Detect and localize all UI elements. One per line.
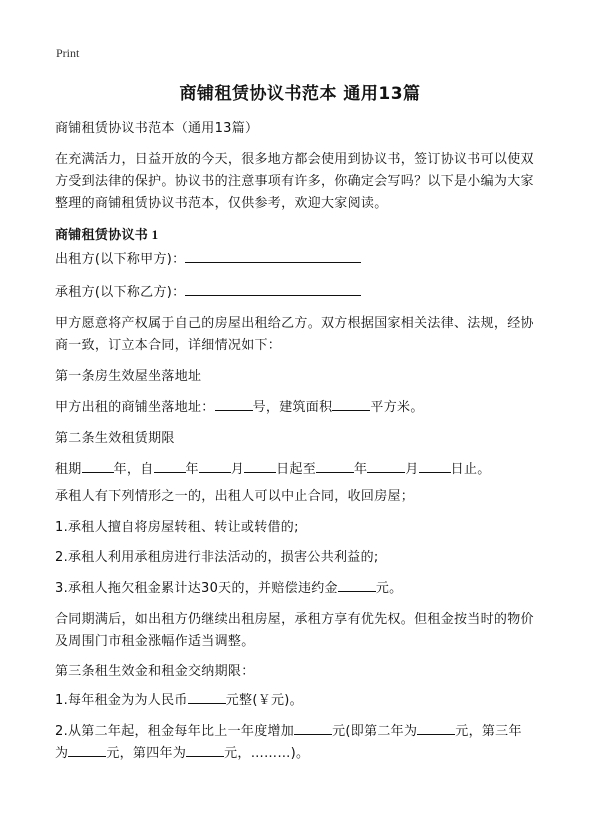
condition-3-text: 3.承租人拖欠租金累计达30天的，并赔偿违约金 bbox=[55, 581, 338, 596]
condition-2: 2.承租人利用承租房进行非法活动的，损害公共利益的; bbox=[55, 550, 379, 565]
intro-line-2: 方受到法律的保护。协议书的注意事项有许多，你确定会写吗？以下是小编为大家 bbox=[55, 174, 534, 189]
section-heading-1: 商铺租赁协议书 1 bbox=[55, 227, 159, 242]
start-month-label: 月 bbox=[230, 462, 245, 477]
area-blank bbox=[332, 397, 370, 411]
rent-item-2 bbox=[55, 721, 555, 743]
article-3: 第三条租生效金和租金交纳期限： bbox=[55, 664, 255, 679]
print-link[interactable]: Print bbox=[56, 46, 80, 60]
end-month-blank bbox=[367, 459, 405, 473]
start-day-blank bbox=[244, 459, 276, 473]
address-area-label: 号，建筑面积 bbox=[252, 400, 333, 415]
lessor-blank bbox=[185, 249, 361, 263]
renew-line-2: 及周围门市租金涨幅作适当调整。 bbox=[55, 634, 255, 649]
doc-subtitle: 商铺租赁协议书范本（通用13篇） bbox=[55, 121, 259, 136]
condition-1: 1.承租人擅自将房屋转租、转让或转借的; bbox=[55, 520, 299, 535]
rent-1-label: 1.每年租金为为人民币 bbox=[55, 693, 188, 708]
cancel-conditions: 承租人有下列情形之一的，出租人可以中止合同，收回房屋； bbox=[55, 489, 415, 504]
address-line bbox=[55, 397, 555, 419]
rent-2-mid: 元(即第二年为 bbox=[332, 724, 418, 739]
lessee-blank bbox=[185, 282, 361, 296]
penalty-blank bbox=[338, 578, 376, 592]
start-year-label: 年 bbox=[185, 462, 199, 477]
rent-3-end: 元，………)。 bbox=[224, 746, 310, 761]
address-number-blank bbox=[215, 397, 253, 411]
annual-rent-blank bbox=[188, 690, 226, 704]
agree-line-1: 甲方愿意将产权属于自己的房屋出租给乙方。双方根据国家相关法律、法规，经协 bbox=[55, 316, 534, 331]
agree-line-2: 商一致，订立本合同，详细情况如下： bbox=[55, 338, 282, 353]
penalty-unit: 元。 bbox=[375, 581, 403, 596]
lessee-line bbox=[55, 282, 555, 304]
end-year-blank bbox=[316, 459, 354, 473]
lessor-line bbox=[55, 249, 555, 271]
end-day-blank bbox=[419, 459, 451, 473]
start-year-blank bbox=[154, 459, 186, 473]
address-label: 甲方出租的商铺坐落地址： bbox=[55, 400, 215, 415]
rent-2-label: 2.从第二年起，租金每年比上一年度增加 bbox=[55, 724, 295, 739]
intro-line-3: 整理的商铺租赁协议书范本，仅供参考，欢迎大家阅读。 bbox=[55, 196, 388, 211]
condition-3 bbox=[55, 578, 555, 600]
rent-3-label: 为 bbox=[55, 746, 69, 761]
term-label: 租期 bbox=[55, 462, 82, 477]
increase-blank bbox=[294, 721, 332, 735]
term-line bbox=[55, 459, 555, 481]
lessor-label: 出租方(以下称甲方)： bbox=[55, 252, 186, 267]
intro-line-1: 在充满活力，日益开放的今天，很多地方都会使用到协议书，签订协议书可以使双 bbox=[55, 152, 534, 167]
area-unit: 平方米。 bbox=[370, 400, 424, 415]
year4-blank bbox=[186, 743, 224, 757]
end-month-label: 月 bbox=[405, 462, 419, 477]
term-year-from: 年，自 bbox=[113, 462, 154, 477]
rent-1-unit: 元整(￥元)。 bbox=[225, 693, 303, 708]
term-years-blank bbox=[82, 459, 114, 473]
lessee-label: 承租方(以下称乙方)： bbox=[55, 285, 186, 300]
article-2: 第二条生效租赁期限 bbox=[55, 431, 175, 446]
year2-blank bbox=[417, 721, 455, 735]
renew-line-1: 合同期满后，如出租方仍继续出租房屋，承租方享有优先权。但租金按当时的物价 bbox=[55, 612, 534, 627]
start-day-label: 日起至 bbox=[276, 462, 317, 477]
rent-2-end: 元，第三年 bbox=[455, 724, 522, 739]
article-1: 第一条房生效屋坐落地址 bbox=[55, 369, 202, 384]
rent-3-mid: 元，第四年为 bbox=[106, 746, 187, 761]
end-day-label: 日止。 bbox=[450, 462, 491, 477]
year3-blank bbox=[68, 743, 106, 757]
page-title: 商铺租赁协议书范本 通用13篇 bbox=[179, 84, 421, 104]
end-year-label: 年 bbox=[354, 462, 368, 477]
rent-item-2-cont bbox=[55, 743, 555, 765]
rent-item-1 bbox=[55, 690, 555, 712]
start-month-blank bbox=[199, 459, 231, 473]
